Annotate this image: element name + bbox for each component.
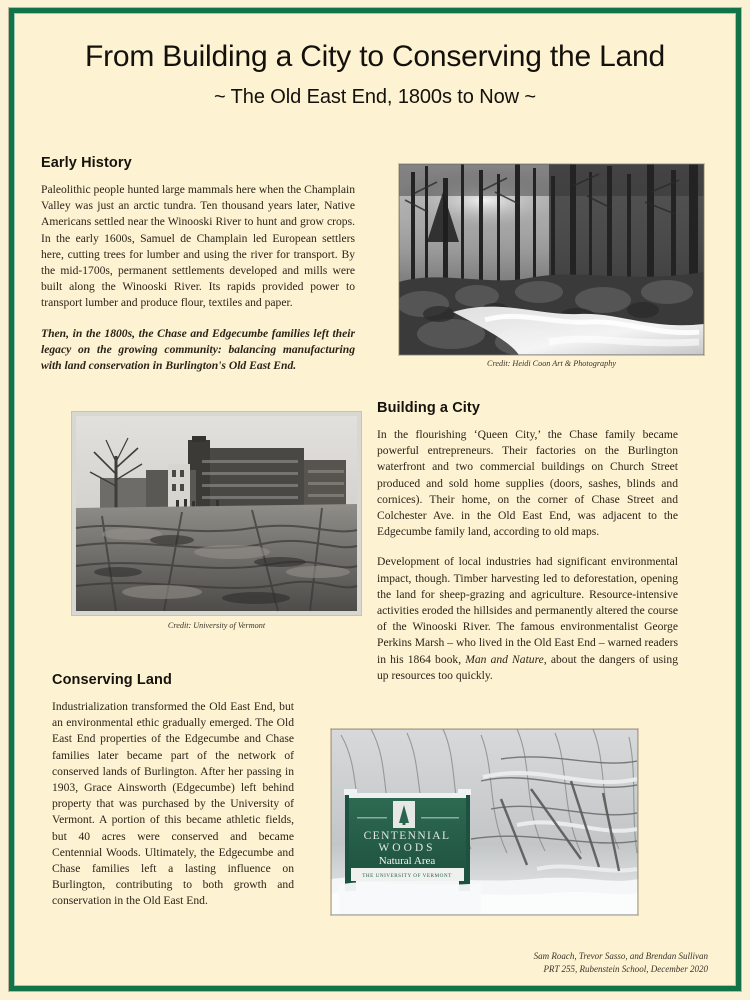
section-heading-early-history: Early History xyxy=(41,155,132,171)
photo-historic-mill xyxy=(72,412,361,615)
section-heading-building-a-city: Building a City xyxy=(377,400,480,416)
building-a-city-paragraph-1: In the flourishing ‘Queen City,’ the Chase family became powerful entrepreneurs. Their factories on the Burlington waterfront and two commercial buildings on Church Street produced and sold home supplies (doors, sashes, blinds and cornices). Their home, on the corner of Chase Street and Colchester Ave. in the Old East End, was adjacent to the Edgecumbe family land, according to old maps. xyxy=(377,428,678,539)
footer-authors: Sam Roach, Trevor Sasso, and Brendan Sullivan xyxy=(533,951,708,961)
conserving-land-paragraph-1: Industrialization transformed the Old East End, but an environmental ethic gradually emerged. The Old East End properties of the Edgecumbe and Chase families later became part of the network of conserved lands of Burlington. After her passing in 1903, Grace Ainsworth (Edgecumbe) left behind property that was purchased by the University of Vermont. A portion of this became athletic fields, but 40 acres were conserved and became Centennial Woods. Ultimately, the Edgecumbe and Chase families left a lasting influence on Burlington, contributing to both growth and conservation in the Old East End. xyxy=(52,700,294,908)
title-block xyxy=(30,40,720,109)
book-title-man-and-nature: Man and Nature xyxy=(465,652,544,666)
footer-credit xyxy=(534,950,708,975)
section-early-history xyxy=(41,155,355,374)
building-a-city-paragraph-2-text-before: Development of local industries had significant environmental impact, though. Timber harvesting led to deforestation, opening the land for sheep-grazing and agriculture. Resource-intensive activities eroded the hillsides and permanently altered the course of the Winooski River. The famous environmentalist George Perkins Marsh – who lived in the Old East End – warned readers in his 1864 book, xyxy=(377,555,678,666)
sign-text-woods: WOODS xyxy=(378,842,436,854)
section-heading-conserving-land: Conserving Land xyxy=(52,672,172,688)
sign-text-university: THE UNIVERSITY OF VERMONT xyxy=(362,873,452,879)
sign-text-centennial: CENTENNIAL xyxy=(363,830,451,842)
photo-forest-stream-graphic xyxy=(399,164,704,355)
early-history-paragraph-2-emphasis: Then, in the 1800s, the Chase and Edgecumbe families left their legacy on the growing community: balancing manufacturing with land conservation in Burlington's Old East End. xyxy=(41,326,355,373)
page-title: From Building a City to Conserving the Land xyxy=(84,40,666,73)
section-conserving-land xyxy=(52,672,294,910)
building-a-city-paragraph-2 xyxy=(377,554,678,684)
photo-forest-stream-caption: Credit: Heidi Coon Art & Photography xyxy=(487,359,616,368)
photo-centennial-woods-sign-graphic xyxy=(331,729,638,915)
sign-text-natural-area: Natural Area xyxy=(378,855,436,867)
photo-forest-stream xyxy=(399,164,704,355)
early-history-paragraph-1: Paleolithic people hunted large mammals here when the Champlain Valley was just an arctic tundra. Ten thousand years later, Native Americans settled near the Winooski River to hunt and grow crops. In the early 1600s, Samuel de Champlain led European settlers here, cutting trees for lumber and using the river for transport. By the mid-1700s, permanent settlements developed and mills were built along the Winooski River. Its rapids provided power to transport lumber and produce flour, textiles and paper. xyxy=(41,183,355,310)
photo-historic-mill-graphic xyxy=(72,412,361,615)
photo-centennial-woods-sign xyxy=(331,729,638,915)
footer-course: PRT 255, Rubenstein School, December 2020 xyxy=(543,963,708,974)
photo-historic-mill-caption: Credit: University of Vermont xyxy=(167,621,266,630)
section-building-a-city xyxy=(377,400,678,684)
page-subtitle: ~ The Old East End, 1800s to Now ~ xyxy=(214,86,536,108)
building-a-city-paragraph-2-text-after: , about the dangers of using up resources too quickly. xyxy=(377,652,678,682)
